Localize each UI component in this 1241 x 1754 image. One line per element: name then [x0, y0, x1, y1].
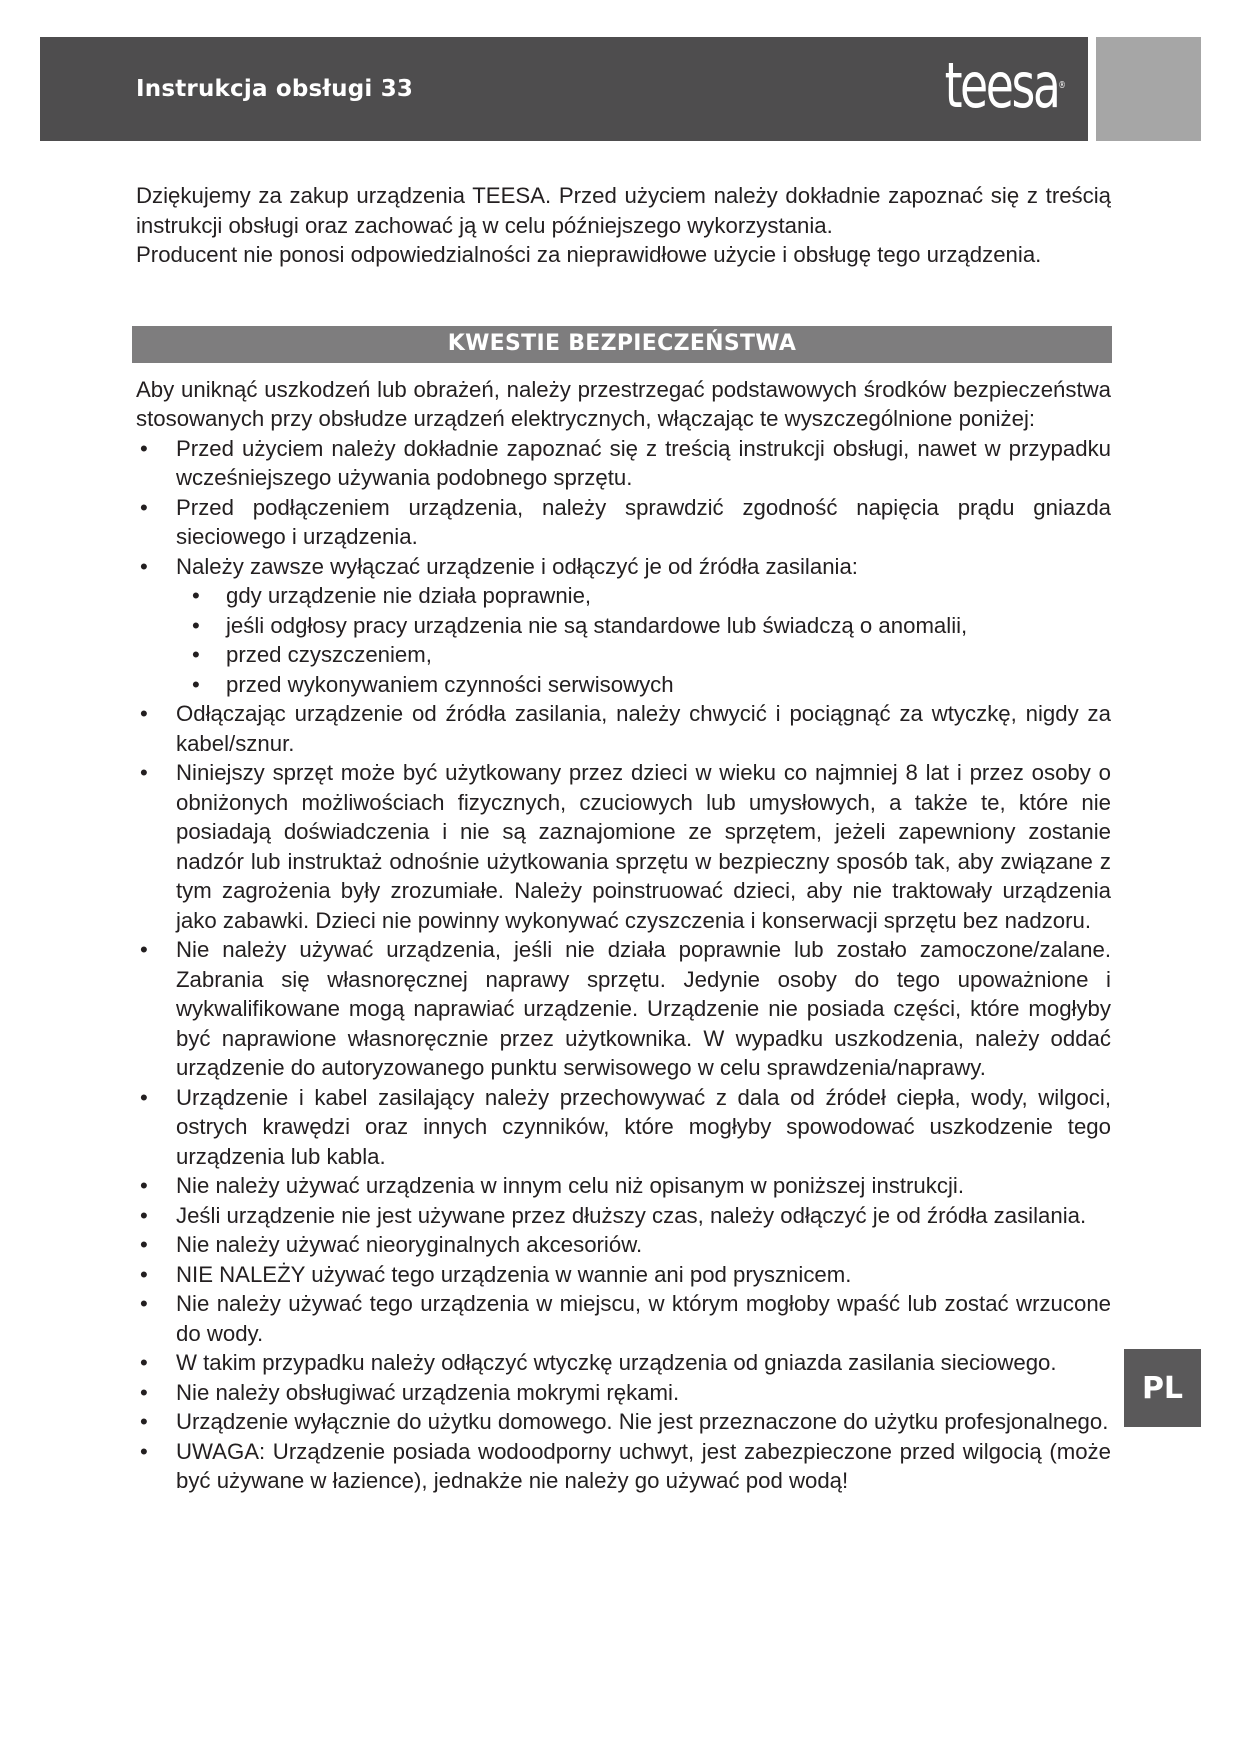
- list-item: • Nie należy używać urządzenia, jeśli nie działa poprawnie lub zostało zamoczone/zalane. Zabrania się własnoręcznej naprawy sprzętu. Jedynie osoby do tego upoważnione i wykwalifikowane mogą naprawiać urządzenie. Urządzenie nie posiada części, które mogłyby być naprawione własnoręcznie przez użytkownika. W wypadku uszkodzenia, należy oddać urządzenie do autoryzowanego punktu serwisowego w celu sprawdzenia/naprawy.: [136, 935, 1111, 1083]
- list-item: • Urządzenie wyłącznie do użytku domowego. Nie jest przeznaczone do użytku profesjonalnego.: [136, 1407, 1111, 1437]
- list-item: • W takim przypadku należy odłączyć wtyczkę urządzenia od gniazda zasilania sieciowego.: [136, 1348, 1111, 1378]
- logo-registered-mark: ®: [1058, 80, 1066, 91]
- list-item: • Nie należy obsługiwać urządzenia mokrymi rękami.: [136, 1378, 1111, 1408]
- list-item: • Przed użyciem należy dokładnie zapoznać się z treścią instrukcji obsługi, nawet w przypadku wcześniejszego używania podobnego sprzętu.: [136, 434, 1111, 493]
- list-item: • Nie należy używać nieoryginalnych akcesoriów.: [136, 1230, 1111, 1260]
- sub-list-item: • gdy urządzenie nie działa poprawnie,: [176, 581, 1111, 611]
- page-header: [40, 37, 1088, 141]
- safety-list: [136, 434, 1111, 1496]
- page-content: [136, 181, 1111, 1496]
- teesa-logo: [944, 49, 1066, 122]
- list-item: • Niniejszy sprzęt może być użytkowany przez dzieci w wieku co najmniej 8 lat i przez osoby o obniżonych możliwościach fizycznych, czuciowych lub umysłowych, a także te, które nie posiadają doświadczenia i nie są zaznajomione ze sprzętem, jeżeli zapewniony zostanie nadzór lub instruktaż odnośnie użytkowania sprzętu w bezpieczny sposób tak, aby związane z tym zagrożenia były zrozumiałe. Należy poinstruować dzieci, aby nie traktowały urządzenia jako zabawki. Dzieci nie powinny wykonywać czyszczenia i konserwacji sprzętu bez nadzoru.: [136, 758, 1111, 935]
- section-lead: Aby uniknąć uszkodzeń lub obrażeń, należy przestrzegać podstawowych środków bezpieczeństwa stosowanych przy obsłudze urządzeń elektrycznych, włączając te wyszczególnione poniżej:: [136, 376, 1111, 431]
- section-heading: KWESTIE BEZPIECZEŃSTWA: [132, 326, 1112, 363]
- header-accent-block: [1096, 37, 1201, 141]
- list-item: • Nie należy używać urządzenia w innym celu niż opisanym w poniższej instrukcji.: [136, 1171, 1111, 1201]
- header-title: Instrukcja obsługi 33: [136, 76, 414, 102]
- logo-text: teesa: [944, 49, 1059, 122]
- sub-list: [176, 581, 1111, 699]
- intro-paragraph-1: Dziękujemy za zakup urządzenia TEESA. Przed użyciem należy dokładnie zapoznać się z treścią instrukcji obsługi oraz zachować ją w celu późniejszego wykorzystania.: [136, 183, 1111, 238]
- list-item: • Nie należy używać tego urządzenia w miejscu, w którym mogłoby wpaść lub zostać wrzucone do wody.: [136, 1289, 1111, 1348]
- list-item-text: Należy zawsze wyłączać urządzenie i odłączyć je od źródła zasilania:: [176, 553, 858, 579]
- sub-list-item: • przed wykonywaniem czynności serwisowych: [176, 670, 1111, 700]
- language-tab: PL: [1124, 1349, 1201, 1427]
- list-item: • Odłączając urządzenie od źródła zasilania, należy chwycić i pociągnąć za wtyczkę, nigdy za kabel/sznur.: [136, 699, 1111, 758]
- intro-paragraph-2: Producent nie ponosi odpowiedzialności za nieprawidłowe użycie i obsługę tego urządzenia.: [136, 242, 1042, 267]
- list-item: • UWAGA: Urządzenie posiada wodoodporny uchwyt, jest zabezpieczone przed wilgocią (może być używane w łazience), jednakże nie należy go używać pod wodą!: [136, 1437, 1111, 1496]
- list-item: • Urządzenie i kabel zasilający należy przechowywać z dala od źródeł ciepła, wody, wilgoci, ostrych krawędzi oraz innych czynników, które mogłyby spowodować uszkodzenie tego urządzenia lub kabla.: [136, 1083, 1111, 1172]
- intro: [136, 181, 1111, 270]
- list-item-with-sublist: [136, 552, 1111, 700]
- sub-list-item: • jeśli odgłosy pracy urządzenia nie są standardowe lub świadczą o anomalii,: [176, 611, 1111, 641]
- list-item: • Przed podłączeniem urządzenia, należy sprawdzić zgodność napięcia prądu gniazda sieciowego i urządzenia.: [136, 493, 1111, 552]
- sub-list-item: • przed czyszczeniem,: [176, 640, 1111, 670]
- list-item: • NIE NALEŻY używać tego urządzenia w wannie ani pod prysznicem.: [136, 1260, 1111, 1290]
- list-item: • Jeśli urządzenie nie jest używane przez dłuższy czas, należy odłączyć je od źródła zasilania.: [136, 1201, 1111, 1231]
